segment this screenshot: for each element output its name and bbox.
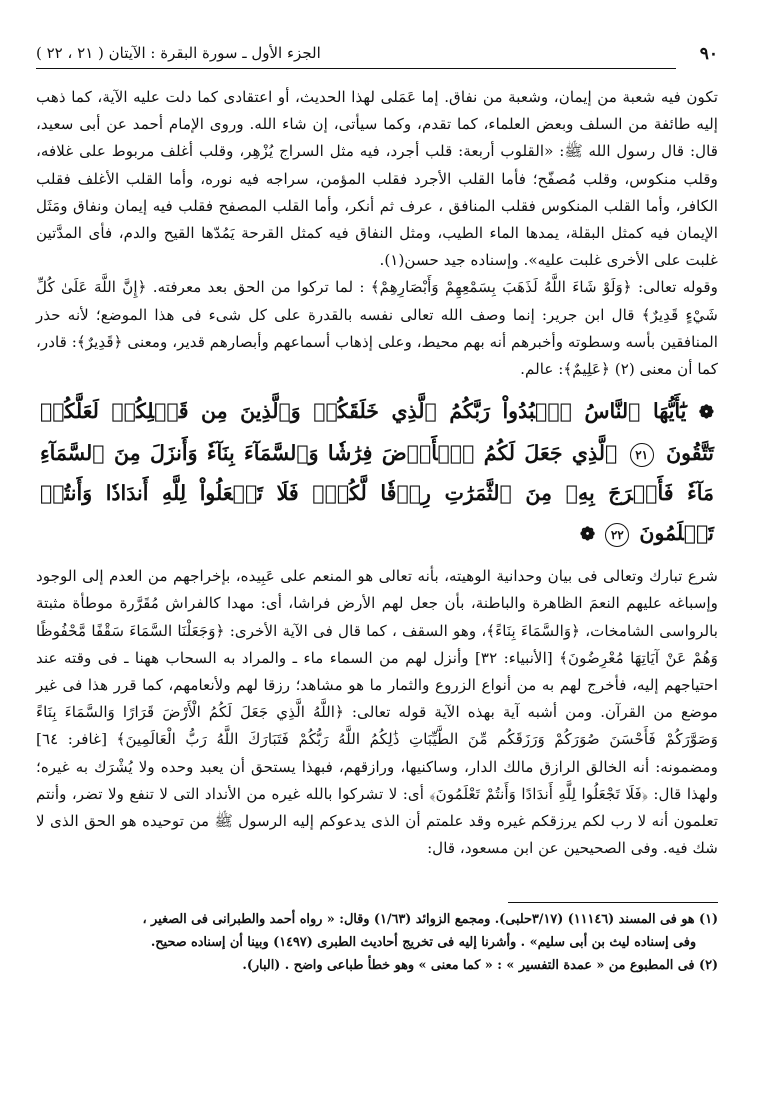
verse-22-text: ٱلَّذِي جَعَلَ لَكُمُ ٱلۡأَرۡضَ فِرَٰشٗا وَٱلسَّمَآءَ بِنَآءٗ وَأَنزَلَ مِنَ ٱلسَّمَآءِ مَآءٗ فَأَخۡرَجَ بِهِۦ مِنَ ٱلثَّمَرَٰتِ رِزۡقٗا لَّكُمۡۖ فَلَا تَجۡعَلُواْ لِلَّهِ أَندَادٗا وَأَنتُمۡ تَعۡلَمُونَ [40,441,714,546]
footnote-1: (١) هو فى المسند (١١١٤٦) (٣/١٧حلبى). ومجمع الزوائد (١/٦٣) وقال: « رواه أحمد والطبرانى فى الصغير ، [142,912,718,927]
running-header [36,40,718,70]
paragraph-1: تكون فيه شعبة من إيمان، وشعبة من نفاق. إما عَمَلى لهذا الحديث، أو اعتقادى كما دلت عليه الآية، كما ذهب إليه طائفة من السلف وبعض العلماء، كما تقدم، وكما سيأتى، إن شاء الله. وروى الإمام أحمد عن أبى سعيد، قال: قال رسول الله ﷺ: «القلوب أربعة: قلب أجرد، فيه مثل السراج يُزْهِر، وقلب أغلف مربوط على غلافه، وقلب منكوس، وقلب مُصفّح؛ فأما القلب الأجرد فقلب المؤمن، سراجه فيه نوره، وأما القلب الأغلف فقلب الكافر، وأما القلب المنكوس فقلب المنافق ، عرف ثم أنكر، وأما القلب المصفح فقلب فيه إيمان ونفاق ومَثَل الإيمان فيه كمثل البقلة، يمدها الماء الطيب، ومثل النفاق فيه كمثل القرحة يَمُدّها القيح والدم، فأى المدَّتين غلبت على الأخرى غلبت عليه». وإسناده جيد حسن(١). [36,88,718,270]
verse-number-21: ٢١ [630,443,654,467]
footnote-rule [508,902,718,903]
quran-verse-block [36,391,718,555]
page-number: ٩٠ [699,44,718,64]
verse-number-22: ٢٢ [605,523,629,547]
footnotes [36,908,718,977]
verse-ornament-start: ❁ [698,402,714,424]
footnote-1-continued: وفى إسناده ليث بن أبى سليم» . وأشرنا إليه فى تخريج أحاديث الطبرى (١٤٩٧) وبينا أن إسناده صحيح. [150,935,696,950]
header-title: الجزء الأول ـ سورة البقرة : الآيتان ( ٢١ ، ٢٢ ) [36,44,321,62]
footnote-2: (٢) فى المطبوع من « عمدة التفسير » : « كما معنى » وهو خطأ طباعى واضح . (البار). [242,958,718,973]
header-rule [36,68,676,69]
verse-ornament-end: ❁ [580,524,596,546]
paragraph-2: وقوله تعالى: ﴿وَلَوْ شَاءَ اللَّهُ لَذَهَبَ بِسَمْعِهِمْ وَأَبْصَارِهِمْ﴾ : لما تركوا من الحق بعد معرفته. ﴿إِنَّ اللَّهَ عَلَىٰ كُلِّ شَيْءٍ قَدِيرٌ﴾ قال ابن جرير: إنما وصف الله تعالى نفسه بالقدرة على كل شىء فى هذا الموضع؛ لأنه حذر المنافقين بأسه وسطوته وأخبرهم أنه بهم محيط، وعلى إذهاب أسماعهم وأبصارهم قدير، ومعنى ﴿قَدِيرٌ﴾: قادر، كما أن معنى (٢) ﴿عَلِيمٌ﴾: عالم. [36,278,718,379]
verse-21-text: يَٰٓأَيُّهَا ٱلنَّاسُ ٱعۡبُدُواْ رَبَّكُمُ ٱلَّذِي خَلَقَكُمۡ وَٱلَّذِينَ مِن قَبۡلِكُمۡ لَعَلَّكُمۡ تَتَّقُونَ [40,399,714,466]
body-text [36,84,718,862]
paragraph-3: شرع تبارك وتعالى فى بيان وحدانية الوهيته، بأنه تعالى هو المنعم على عَبِيده، بإخراجهم من العدم إلى الوجود وإسباغه عليهم النعمَ الظاهرة والباطنة، بأن جعل لهم الأرض فراشا، أى: مهدا كالفراش مُقَرَّرة موطأة مثبتة بالرواسى الشامخات، ﴿وَالسَّمَاءَ بِنَاءً﴾، وهو السقف ، كما قال فى الآية الأخرى: ﴿وَجَعَلْنَا السَّمَاءَ سَقْفًا مَّحْفُوظًا وَهُمْ عَنْ آيَاتِهَا مُعْرِضُونَ﴾ [الأنبياء: ٣٢] وأنزل لهم من السماء ماء ـ والمراد به السحاب ههنا ـ فى وقته عند احتياجهم إليه، فأخرج لهم به من أنواع الزروع والثمار ما هو مشاهد؛ رزقا لهم ولأنعامهم، كما قرر هذا فى غير موضع من القرآن. ومن أشبه آية بهذه الآية قوله تعالى: ﴿اللَّهُ الَّذِي جَعَلَ لَكُمُ الْأَرْضَ قَرَارًا وَالسَّمَاءَ بِنَاءً وَصَوَّرَكُمْ فَأَحْسَنَ صُوَرَكُمْ وَرَزَقَكُم مِّنَ الطَّيِّبَاتِ ذَٰلِكُمُ اللَّهُ رَبُّكُمْ فَتَبَارَكَ اللَّهُ رَبُّ الْعَالَمِينَ﴾ [غافر: ٦٤] ومضمونه: أنه الخالق الرازق مالك الدار، وساكنيها، ورازقهم، فبهذا يستحق أن يعبد وحده ولا يُشْرَك به غيره؛ ولهذا قال: ﴿فَلَا تَجْعَلُوا لِلَّهِ أَندَادًا وَأَنتُمْ تَعْلَمُونَ﴾ أى: لا تشركوا بالله غيره من الأنداد التى لا تنفع ولا تضر، وأنتم تعلمون أنه لا رب لكم يرزقكم غيره وقد علمتم أن الذى يدعوكم إليه الرسول ﷺ من توحيده هو الحق الذى لا شك فيه. وفى الصحيحين عن ابن مسعود، قال: [36,567,718,858]
